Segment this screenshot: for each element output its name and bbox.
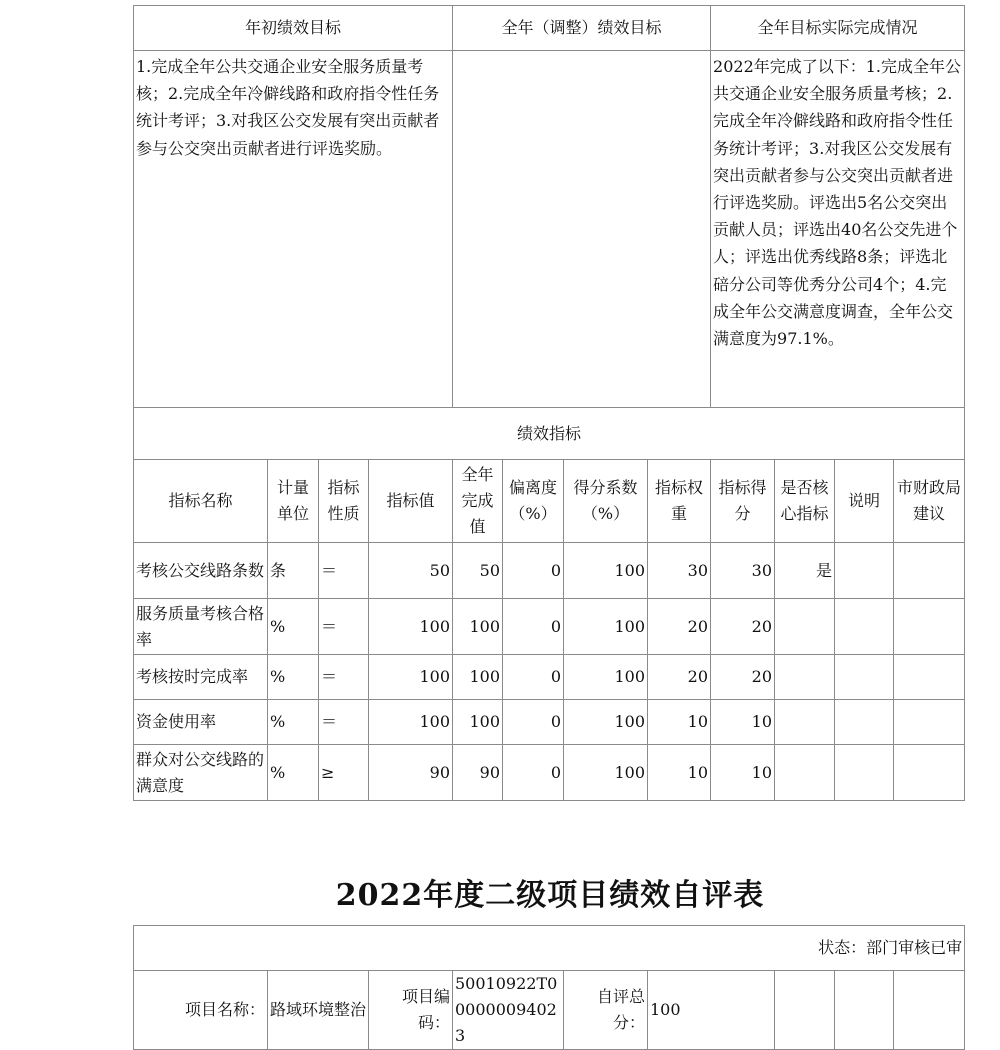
indicator-deviation: 0	[503, 700, 564, 745]
header-actual-completion: 全年目标实际完成情况	[711, 6, 965, 51]
indicator-advice	[894, 655, 965, 700]
col-header: 指标名称	[134, 460, 268, 543]
indicator-coef: 100	[564, 700, 648, 745]
col-header: 指标性质	[319, 460, 369, 543]
indicator-target: 50	[369, 543, 453, 599]
indicator-nature: ＝	[319, 543, 369, 599]
project-info-table	[133, 925, 965, 1050]
indicator-unit: 条	[268, 543, 319, 599]
indicator-unit: %	[268, 745, 319, 801]
indicator-note	[835, 543, 894, 599]
indicator-note	[835, 700, 894, 745]
performance-goal-table	[133, 5, 965, 801]
indicator-advice	[894, 599, 965, 655]
indicator-core	[775, 655, 835, 700]
indicator-weight: 10	[648, 745, 711, 801]
col-header: 说明	[835, 460, 894, 543]
indicator-nature: ＝	[319, 700, 369, 745]
indicator-unit: %	[268, 700, 319, 745]
indicator-target: 100	[369, 700, 453, 745]
project-name-value: 路域环境整治	[268, 971, 369, 1050]
indicator-core	[775, 745, 835, 801]
empty-cell	[775, 971, 835, 1050]
indicator-unit: %	[268, 599, 319, 655]
indicator-note	[835, 745, 894, 801]
document-title: 2022年度二级项目绩效自评表	[335, 878, 765, 913]
indicator-actual: 50	[453, 543, 503, 599]
indicator-actual: 90	[453, 745, 503, 801]
col-header: 市财政局建议	[894, 460, 965, 543]
indicator-weight: 20	[648, 655, 711, 700]
indicator-note	[835, 599, 894, 655]
indicator-nature: ≥	[319, 745, 369, 801]
indicator-weight: 10	[648, 700, 711, 745]
indicator-weight: 30	[648, 543, 711, 599]
section-title: 绩效指标	[134, 408, 965, 460]
indicator-target: 100	[369, 599, 453, 655]
indicator-coef: 100	[564, 543, 648, 599]
indicator-coef: 100	[564, 599, 648, 655]
indicator-deviation: 0	[503, 655, 564, 700]
project-code-value: 50010922T000000094023	[453, 971, 564, 1050]
indicator-name: 群众对公交线路的满意度	[134, 745, 268, 801]
indicator-target: 100	[369, 655, 453, 700]
indicator-weight: 20	[648, 599, 711, 655]
adjusted-goal-text	[453, 51, 711, 408]
empty-cell	[894, 971, 965, 1050]
header-adjusted-goal: 全年（调整）绩效目标	[453, 6, 711, 51]
project-name-label: 项目名称：	[134, 971, 268, 1050]
table-row	[134, 543, 965, 599]
indicator-deviation: 0	[503, 543, 564, 599]
indicator-deviation: 0	[503, 599, 564, 655]
table-row	[134, 655, 965, 700]
self-score-value: 100	[648, 971, 775, 1050]
indicator-score: 10	[711, 745, 775, 801]
indicator-target: 90	[369, 745, 453, 801]
status-text: 状态：部门审核已审	[134, 926, 965, 971]
indicator-core	[775, 599, 835, 655]
indicator-actual: 100	[453, 700, 503, 745]
indicator-note	[835, 655, 894, 700]
self-score-label: 自评总分：	[564, 971, 648, 1050]
indicator-unit: %	[268, 655, 319, 700]
indicator-advice	[894, 745, 965, 801]
initial-goal-text: 1.完成全年公共交通企业安全服务质量考核；2.完成全年冷僻线路和政府指令性任务统计考评；3.对我区公交发展有突出贡献者参与公交突出贡献者进行评选奖励。	[134, 51, 453, 408]
indicator-coef: 100	[564, 655, 648, 700]
header-initial-goal: 年初绩效目标	[134, 6, 453, 51]
col-header: 偏离度（%）	[503, 460, 564, 543]
indicator-name: 考核按时完成率	[134, 655, 268, 700]
indicator-name: 考核公交线路条数	[134, 543, 268, 599]
project-code-label: 项目编码：	[369, 971, 453, 1050]
indicator-coef: 100	[564, 745, 648, 801]
col-header: 得分系数（%）	[564, 460, 648, 543]
indicator-score: 20	[711, 655, 775, 700]
indicator-actual: 100	[453, 655, 503, 700]
indicator-deviation: 0	[503, 745, 564, 801]
table-row	[134, 745, 965, 801]
indicator-advice	[894, 543, 965, 599]
indicator-nature: ＝	[319, 599, 369, 655]
col-header: 计量单位	[268, 460, 319, 543]
col-header: 指标权重	[648, 460, 711, 543]
indicator-score: 30	[711, 543, 775, 599]
indicator-core	[775, 700, 835, 745]
indicator-nature: ＝	[319, 655, 369, 700]
indicator-name: 服务质量考核合格率	[134, 599, 268, 655]
indicator-score: 20	[711, 599, 775, 655]
indicator-core: 是	[775, 543, 835, 599]
col-header: 指标值	[369, 460, 453, 543]
indicator-score: 10	[711, 700, 775, 745]
indicator-advice	[894, 700, 965, 745]
indicator-name: 资金使用率	[134, 700, 268, 745]
col-header: 是否核心指标	[775, 460, 835, 543]
indicator-actual: 100	[453, 599, 503, 655]
col-header: 指标得分	[711, 460, 775, 543]
table-row	[134, 599, 965, 655]
table-row	[134, 700, 965, 745]
empty-cell	[835, 971, 894, 1050]
actual-completion-text: 2022年完成了以下：1.完成全年公共交通企业安全服务质量考核；2.完成全年冷僻线路和政府指令性任务统计考评；3.对我区公交发展有突出贡献者参与公交突出贡献者进行评选奖励。评选出5名公交突出贡献人员；评选出40名公交先进个人；评选出优秀线路8条；评选北碚分公司等优秀分公司4个；4.完成全年公交满意度调查，全年公交满意度为97.1%。	[711, 51, 965, 408]
col-header: 全年完成值	[453, 460, 503, 543]
